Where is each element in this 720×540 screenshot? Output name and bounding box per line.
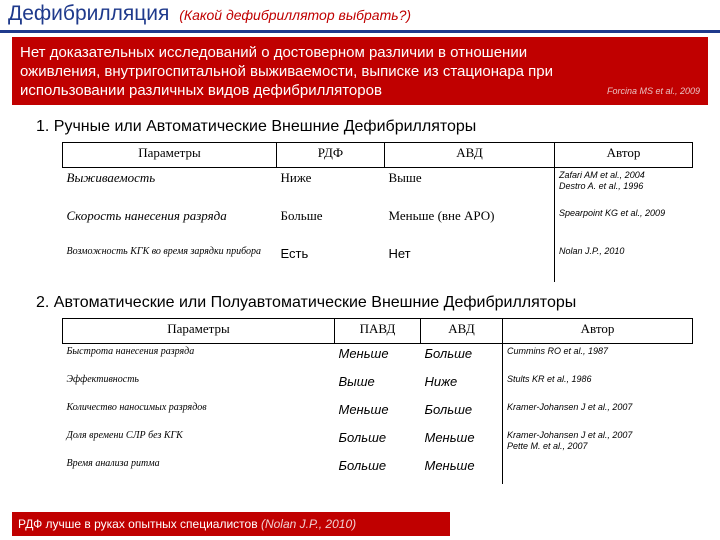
rdf-cell: Ниже bbox=[280, 170, 312, 185]
table-row bbox=[63, 168, 693, 207]
avd-cell: Меньше bbox=[424, 430, 475, 445]
table-row bbox=[63, 428, 693, 456]
author-line: Destro A. et al., 1996 bbox=[559, 181, 644, 191]
author-cell bbox=[503, 400, 693, 428]
table-header-row bbox=[63, 319, 693, 344]
section2-heading: 2. Автоматические или Полуавтоматические Внешние Дефибрилляторы bbox=[36, 294, 577, 311]
conclusion-citation: (Nolan J.P., 2010) bbox=[260, 517, 357, 531]
param-cell: Количество наносимых разрядов bbox=[66, 402, 207, 413]
table-row bbox=[63, 344, 693, 373]
col-header-author: Автор bbox=[555, 143, 693, 168]
conclusion-banner bbox=[12, 512, 450, 536]
param-cell: Возможность КГК во время зарядки прибора bbox=[66, 246, 262, 257]
author-cell bbox=[555, 168, 693, 207]
pavd-cell: Больше bbox=[338, 458, 387, 473]
table-row bbox=[63, 244, 693, 282]
param-cell: Скорость нанесения разряда bbox=[66, 208, 227, 223]
param-cell: Доля времени СЛР без КГК bbox=[66, 430, 183, 441]
col-header-avd: АВД bbox=[421, 319, 503, 344]
avd-cell: Меньше bbox=[424, 458, 475, 473]
col-header-pavd: ПАВД bbox=[335, 319, 421, 344]
pavd-cell: Больше bbox=[338, 430, 387, 445]
banner-line-3: использовании различных видов дефибрилляторов bbox=[20, 82, 382, 99]
banner-line-2: оживления, внутригоспитальной выживаемости, выписке из стационара при bbox=[20, 63, 554, 80]
table-row bbox=[63, 400, 693, 428]
author-cell bbox=[555, 206, 693, 244]
author-cell bbox=[503, 428, 693, 456]
avd-cell: Нет bbox=[388, 246, 411, 261]
avd-cell: Больше bbox=[424, 402, 473, 417]
conclusion-text: РДФ лучше в руках опытных специалистов bbox=[18, 517, 258, 531]
summary-banner bbox=[12, 37, 708, 105]
pavd-cell: Меньше bbox=[338, 346, 389, 361]
table-row bbox=[63, 456, 693, 484]
banner-citation: Forcina MS et al., 2009 bbox=[606, 86, 700, 96]
col-header-params: Параметры bbox=[63, 319, 335, 344]
author-line: Cummins RO et al., 1987 bbox=[507, 346, 609, 356]
author-cell bbox=[503, 344, 693, 373]
author-line: Stults KR et al., 1986 bbox=[507, 374, 592, 384]
col-header-params: Параметры bbox=[63, 143, 277, 168]
table-row bbox=[63, 372, 693, 400]
author-line: Nolan J.P., 2010 bbox=[559, 246, 625, 256]
title-subtitle: (Какой дефибриллятор выбрать?) bbox=[179, 7, 412, 23]
avd-cell: Больше bbox=[424, 346, 473, 361]
avd-cell: Выше bbox=[388, 170, 422, 185]
col-header-rdf: РДФ bbox=[277, 143, 385, 168]
col-header-author: Автор bbox=[503, 319, 693, 344]
author-line: Zafari AM et al., 2004 bbox=[559, 170, 645, 180]
author-cell bbox=[503, 456, 693, 484]
pavd-cell: Меньше bbox=[338, 402, 389, 417]
author-line: Pette M. et al., 2007 bbox=[507, 441, 588, 451]
author-line: Kramer-Johansen J et al., 2007 bbox=[507, 430, 633, 440]
rdf-cell: Есть bbox=[280, 246, 309, 261]
title-main: Дефибрилляция bbox=[8, 2, 170, 25]
author-cell bbox=[503, 372, 693, 400]
pavd-cell: Выше bbox=[338, 374, 375, 389]
rdf-cell: Больше bbox=[280, 208, 323, 223]
table-manual-vs-aed bbox=[62, 142, 693, 282]
param-cell: Эффективность bbox=[66, 374, 139, 385]
table-header-row bbox=[63, 143, 693, 168]
table-aed-vs-semi-aed bbox=[62, 318, 693, 484]
param-cell: Быстрота нанесения разряда bbox=[66, 346, 195, 357]
avd-cell: Ниже bbox=[424, 374, 458, 389]
table-row bbox=[63, 206, 693, 244]
avd-cell: Меньше (вне АРО) bbox=[388, 208, 495, 223]
page-title bbox=[8, 2, 411, 26]
author-line: Kramer-Johansen J et al., 2007 bbox=[507, 402, 633, 412]
param-cell: Время анализа ритма bbox=[66, 458, 160, 469]
col-header-avd: АВД bbox=[385, 143, 555, 168]
author-cell bbox=[555, 244, 693, 282]
banner-line-1: Нет доказательных исследований о достоверном различии в отношении bbox=[20, 44, 528, 61]
section1-heading: 1. Ручные или Автоматические Внешние Дефибрилляторы bbox=[36, 118, 477, 135]
param-cell: Выживаемость bbox=[66, 170, 156, 185]
author-line: Spearpoint KG et al., 2009 bbox=[559, 208, 666, 218]
title-underline bbox=[0, 30, 720, 33]
